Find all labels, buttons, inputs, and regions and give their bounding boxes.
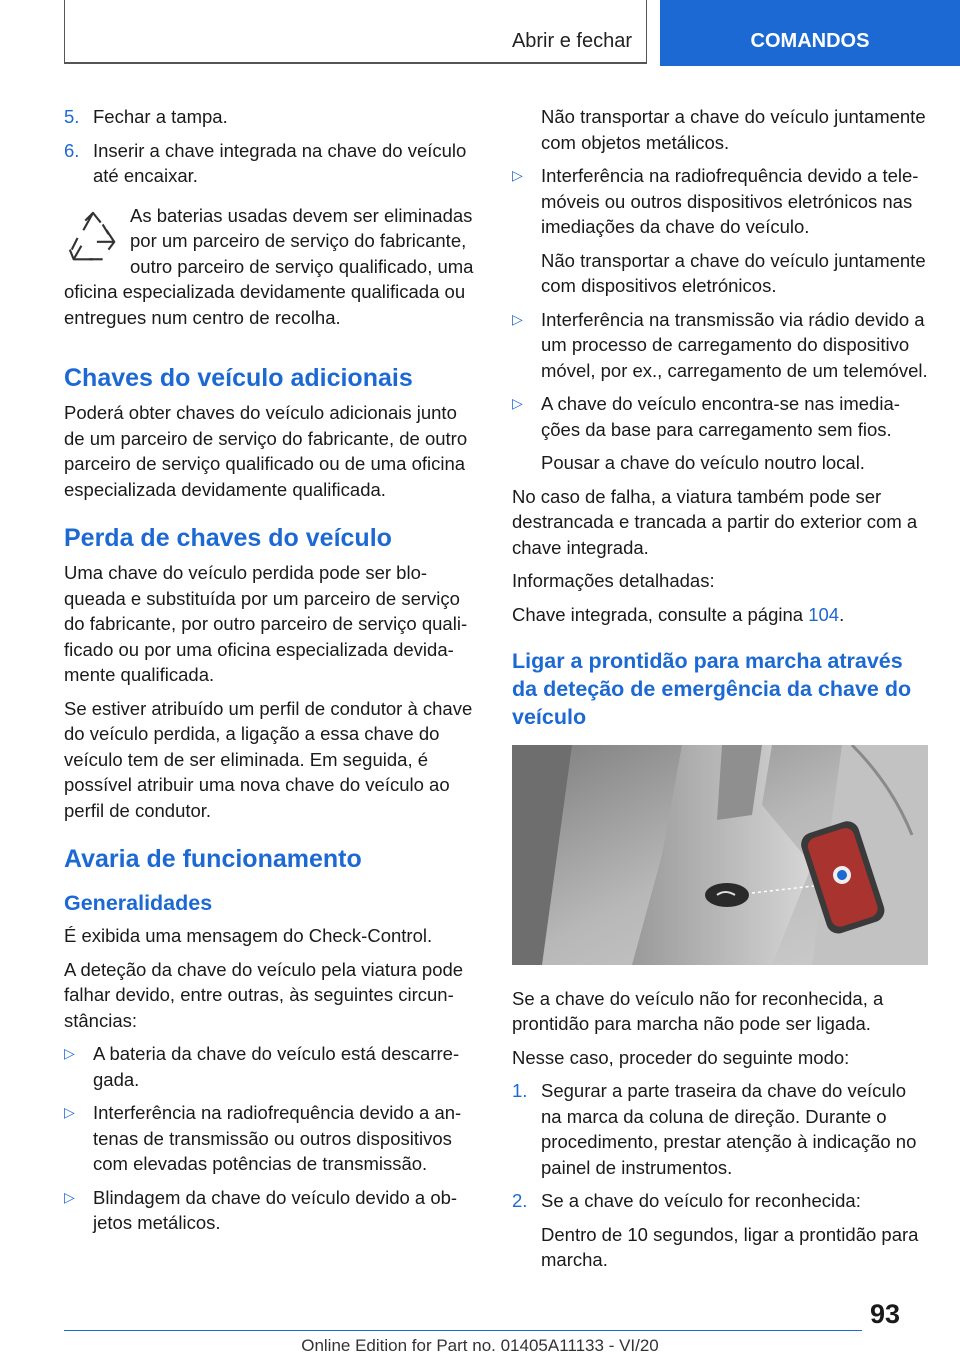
recycle-icon — [64, 209, 122, 267]
paragraph: Uma chave do veículo perdida pode ser bloqueada e substituída por um parceiro de serviço do fabricante, por outro parceiro de serviço qualificado ou por uma oficina especializada devidamente qualificada. — [64, 562, 468, 685]
bullet-item — [512, 163, 928, 240]
step-number: 6. — [64, 139, 80, 161]
bullet-text: Blindagem da chave do veículo devido a objetos metálicos. — [93, 1186, 458, 1233]
page-number: 93 — [870, 1299, 901, 1329]
paragraph: Poderá obter chaves do veículo adicionais junto de um parceiro de serviço do fabricante, de outro parceiro de serviço qualificado ou de uma oficina especializada devidamente qualificada. — [64, 402, 468, 500]
bullet-item — [64, 1185, 480, 1236]
page-reference-link[interactable]: 104 — [808, 603, 840, 625]
bullet-triangle-icon: ▷ — [512, 310, 523, 327]
heading-additional-keys: Chaves do veículo adicionais — [64, 364, 413, 392]
step-continuation: Dentro de 10 segundos, ligar a prontidão para marcha. — [541, 1223, 919, 1270]
step-number: 1. — [512, 1080, 528, 1101]
bullet-text: Interferência na transmissão via rádio devido a um processo de carregamento do dispositivo móvel, por ex., carregamento de um telemóvel. — [541, 308, 928, 381]
paragraph: A deteção da chave do veículo pela viatura pode falhar devido, entre outras, às seguintes circunstâncias: — [64, 958, 464, 1031]
heading-general: Generalidades — [64, 891, 213, 915]
paragraph: É exibida uma mensagem do Check-Control. — [64, 925, 433, 946]
steering-column-key-image — [512, 745, 928, 965]
bullet-triangle-icon: ▷ — [64, 1045, 75, 1061]
note-text: As baterias usadas devem ser eliminadas por um parceiro de serviço do fabricante, outro parceiro de serviço qualificado, uma oficina especializada devidamente qualificada ou entregues num centro de recolha. — [64, 204, 474, 328]
paragraph-reference — [512, 602, 928, 628]
bullet-continuation: Não transportar a chave do veículo juntamente com dispositivos eletrónicos. — [541, 249, 926, 296]
bullet-triangle-icon: ▷ — [512, 167, 523, 183]
footer-edition: Online Edition for Part no. 01405A11133 - VI/20 — [301, 1336, 659, 1355]
reference-end: . — [839, 603, 845, 625]
bullet-text: Interferência na radiofrequência devido a antenas de transmissão ou outros dispositivos com elevadas potências de transmissão. — [93, 1102, 462, 1174]
step-1 — [512, 1078, 928, 1180]
bullet-item — [64, 1100, 480, 1177]
paragraph: No caso de falha, a viatura também pode ser destrancada e trancada a partir do exterior com a chave integrada. — [512, 485, 918, 558]
bullet-continuation: Pousar a chave do veículo noutro local. — [541, 452, 865, 473]
heading-emergency-detection: Ligar a prontidão para marcha através da deteção de emergência da chave do veículo — [512, 649, 912, 729]
bullet-item — [64, 1041, 480, 1092]
right-column — [512, 104, 928, 1281]
bullet-item — [512, 307, 928, 384]
paragraph: Se a chave do veículo não for reconhecida, a prontidão para marcha não pode ser ligada. — [512, 987, 884, 1034]
heading-malfunction: Avaria de funcionamento — [64, 845, 362, 873]
paragraph: Se estiver atribuído um perfil de condutor à chave do veículo perdida, a ligação a essa chave do veículo tem de ser eliminada. Em seguida, é possível atribuir uma nova chave do veículo ao perfil de condutor. — [64, 697, 473, 821]
step-text: Segurar a parte traseira da chave do veículo na marca da coluna de direção. Durante o procedimento, prestar atenção à indicação no painel de instrumentos. — [541, 1080, 917, 1178]
paragraph: Informações detalhadas: — [512, 570, 715, 591]
step-6 — [64, 138, 480, 189]
step-text: Fechar a tampa. — [93, 106, 228, 127]
environment-note — [64, 203, 480, 331]
bullet-text: Interferência na radiofrequência devido a telemóveis ou outros dispositivos eletrónicos nas imediações da chave do veículo. — [541, 165, 919, 237]
header-section-title: Abrir e fechar — [511, 30, 632, 52]
step-text: Se a chave do veículo for reconhecida: — [541, 1190, 861, 1211]
step-number: 5. — [64, 106, 80, 127]
paragraph: Nesse caso, proceder do seguinte modo: — [512, 1046, 850, 1068]
bullet-triangle-icon: ▷ — [512, 395, 523, 411]
header-section-box — [65, 0, 647, 64]
step-number: 2. — [512, 1190, 528, 1211]
left-column — [64, 104, 480, 1244]
bullet-text: A chave do veículo encontra-se nas imediações da base para carregamento sem fios. — [541, 393, 900, 440]
heading-lost-keys: Perda de chaves do veículo — [64, 524, 392, 552]
page-header — [0, 0, 960, 66]
bullet-triangle-icon: ▷ — [64, 1188, 75, 1205]
reference-text: Chave integrada, consulte a página — [512, 603, 809, 625]
bullet-item — [512, 391, 928, 442]
step-2 — [512, 1188, 928, 1214]
footer-divider — [64, 1330, 862, 1331]
bullet-triangle-icon: ▷ — [64, 1104, 75, 1120]
step-text: Inserir a chave integrada na chave do veículo até encaixar. — [93, 139, 467, 186]
header-chapter-title: COMANDOS — [750, 30, 870, 52]
step-5 — [64, 104, 480, 130]
bullet-continuation: Não transportar a chave do veículo juntamente com objetos metálicos. — [541, 106, 926, 153]
header-chapter-tab — [660, 0, 960, 66]
bullet-text: A bateria da chave do veículo está descarregada. — [93, 1043, 460, 1090]
